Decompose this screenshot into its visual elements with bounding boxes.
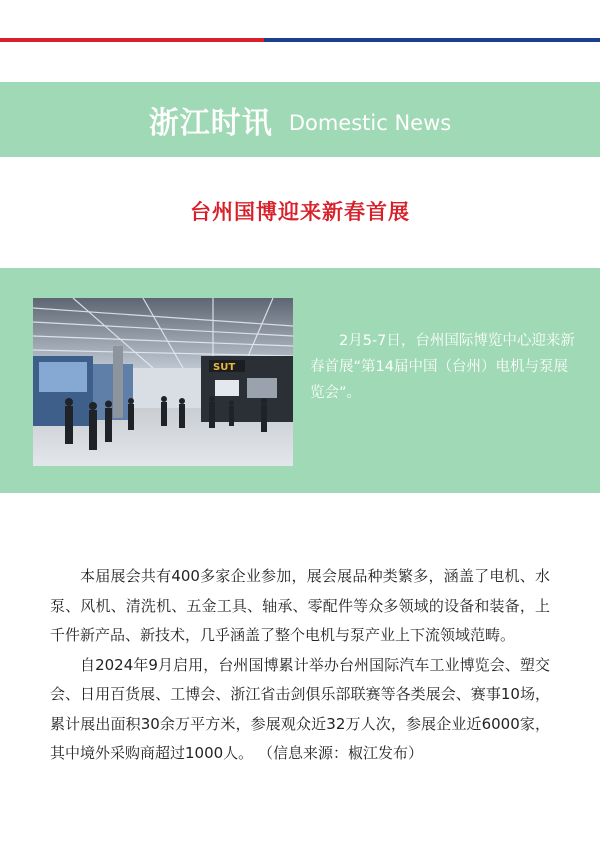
feature-band [0,268,600,493]
section-header [0,82,600,157]
top-rule-red [0,38,264,42]
article-lead: 2月5-7日，台州国际博览中心迎来新春首展“第14届中国（台州）电机与泵展览会”。 [310,333,575,401]
article-paragraph: 自2024年9月启用，台州国博累计举办台州国际汽车工业博览会、塑交会、日用百货展、工博会、浙江省击剑俱乐部联赛等各类展会、赛事10场，累计展出面积30余万平方米，参展观众近32万人次，参展企业近6000家，其中境外采购商超过1000人。 （信息来源：椒江发布） [50,655,550,762]
booth-sign-text: SUT [213,362,236,373]
top-rule-blue [264,38,600,42]
exhibition-hall-illustration [33,298,293,466]
article-headline: 台州国博迎来新春首展 [190,200,410,224]
top-rule [0,38,600,42]
section-title-cn: 浙江时讯 [148,105,273,141]
article-body [50,562,550,769]
article-paragraph: 本届展会共有400多家企业参加，展会展品种类繁多，涵盖了电机、水泵、风机、清洗机、五金工具、轴承、零配件等众多领域的设备和装备，上千件新产品、新技术，几乎涵盖了整个电机与泵产业上下流领域范畴。 [50,567,550,644]
section-title-en: Domestic News [288,110,452,135]
exhibition-hall-photo [33,298,293,466]
